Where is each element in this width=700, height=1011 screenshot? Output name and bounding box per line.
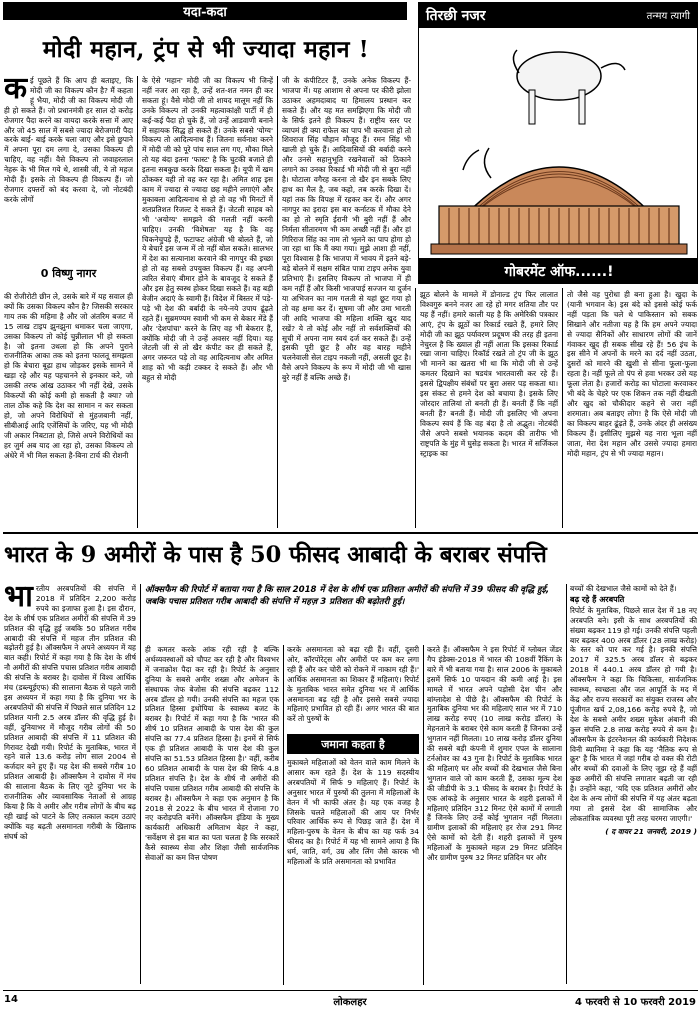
- cartoonist-name: तन्मय त्यागी: [646, 11, 690, 22]
- article2-column-4: [427, 645, 562, 985]
- box-title: जमाना कहता है: [321, 737, 385, 751]
- column-rule: [415, 288, 416, 528]
- article1-text-4: झूठ बोलने के मामले में डोनाल्ड ट्रंप फिर लालात विश्वगुरु बनने नजर आ रहे हो मगर शतिया तौर पर यह हैं नहीं। हमारे काली यह है कि अमेरिकी पत्रकार आएं, ट्रंप के झूठों का रिकार्ड रखते हैं, हमारे लिए मोदी जी का झूठ पर्यावरण प्रदूषण की तरह ही इतना नेचुरल है कि ख्याल ही नहीं आता कि इसका रिकार्ड रखा जाना चाहिए। रिकॉर्ड रखते तो ट्रंप जी के झूठ भी मानने का खतरा भी था कि मोदी जी से उन्हें कमतर दिखाने का षडयंत्र भारतवासी कर रहे हैं। इससे द्विपक्षीय संबंधों पर बुरा असर पड़ सकता था। इस संकट से हमने देश को बचाया है। इसके लिए जोरदार तालियां तो बनती ही हैं। बनती हैं कि नहीं बनती हैं? बनती हैं। मोदी जी इसलिए भी अपना विकल्प स्वयं हैं कि वह बंदा है तो अद्भुत। नोटबंदी जैसे अपने सबसे भयानक कदम की तारीफ भी राष्ट्रपति के मुंह में घुसेड़ सकता है। भारत में सर्जिकल स्ट्राइक का: [420, 290, 558, 458]
- article1-text-2: के ऐसे 'महान' मोदी जी का विकल्प भी जिन्हें नहीं नजर आ रहा है, उन्हें शत-शत नमन ही कर सकता हूं। वैसे मोदी जी तो शायद मालूम नहीं कि उनके विकल्प तो उनकी महत्वाकांक्षी पार्टी में ही कई-कई पैदा हो चुके हैं, जो उन्हें आडवाणी बनाने में सहायक सिद्ध हो सकते हैं। उनके सबसे 'योग्य' विकल्प तो आदित्यनाथ हैं। जितना सर्वनाश करने में मोदी जी को पूरे पांच साल लग गए, मौका मिले तो यह बंदा इतना 'फास्ट' है कि चुटकी बजाते ही इतना सबकुछ करके दिखा सकता है। यूपी में खम ठोंककर यही तो वह कर रहा है। अमित शाह इस काम में ज्यादा से ज्यादा छह महीने लगाएंगे और मुकाबला आदित्यनाथ से हो तो वह भी मिनटों में शतप्रतिशत रिजल्ट दे सकते हैं। जेटली साहब को भी 'अयोग्य' समझने की गलती नहीं करनी चाहिए। उनकी 'विशेषता' यह है कि वह चिकनेचुपड़े हैं, फटाफट अंग्रेजी भी बोलते हैं, जो ये बेचारे इस जन्म में तो नहीं बोल सकते। सालभर में देश का सत्यानाश करवाने की नागपुर की इच्छा हो तो वह सबसे उपयुक्त विकल्प हैं। वह अपनी त्वरित सेवाएं बीमार होने के बावजूद दे सकते हैं और इस हेतु स्वस्थ होकर दिखा सकते हैं। वह बड़ी बेजीन अदाएं के स्वामी हैं। विदेश में बिस्तर में पड़े-पड़े भी देश की बर्बादी के नये-नये उपाय ढूंढ़ते रहते हैं। सुब्रमण्यम स्वामी भी कम से बेकार मेंडे हैं और 'देशपांचा' करने के लिए वह भी बेकरार हैं, क्योंकि मोदी जी ने उन्हें अवसर नहीं दिया। यह जेटली जी से तो खैर कंपीट कर ही सकते हैं, अगर जरूरत पड़े तो वह आदित्यनाथ और अमित शाह को भी कड़ी टक्कर दे सकते हैं। और भी बहुत से मोदी: [142, 76, 273, 383]
- article-byline: 0 विष्णु नागर: [40, 266, 97, 280]
- article1-text-1a: ई पूछते हैं कि आप ही बताइए, कि मोदी जी का विकल्प कौन है? मैं कहता हूं भैया, मोदी जी का विकल्प मोदी जी ही हो सकते हैं। जो प्रधानमंत्री हर साल दो करोड़ रोजगार पैदा करने का वायदा करके सत्ता में आए और जो 45 साल में सबसे ज्यादा बेरोजगारी पैदा करके बाई- बाई करके चला जाए और इसे छुपाने में अपना पूरा दम लगा दे, उसका विकल्प ही चाहिए, वह नहीं। वैसे विकल्प तो जवाहरलाल नेहरू के भी मिल गये थे, शास्त्री जी, ये तो महज मोदी हैं। इसके तो विकल्प ही विकल्प हैं। जो रोजगार दफ्तरों को बंद करवा दे, जो नोटबंदी करके लोगों: [4, 76, 133, 204]
- column-rule: [562, 288, 563, 528]
- article2-text-4: करते हैं। ऑक्सफैम ने इस रिपोर्ट में ग्लोबल जेंडर गैप इंडेक्स-2018 में भारत की 108वीं रैंकिंग के बारे में भी बताया गया है। साल 2006 के मुकाबले इसमें सिर्फ 10 पायदान की कमी आई है। इस मामले में भारत अपने पड़ोसी देश चीन और बांग्लादेश से पीछे है। ऑक्सफैम की रिपोर्ट के मुताबिक दुनिया भर की महिलाएं साल भर में 710 लाख करोड़ रुपए (10 लाख करोड़ डॉलर) के मेहनताने के बराबर ऐसे काम करती हैं जिनका उन्हें भुगतान नहीं मिलता। 10 लाख करोड़ डॉलर दुनिया की सबसे बड़ी कंपनी में शुमार एपल के सालाना टर्नओवर का 43 गुना है। रिपोर्ट के मुताबिक भारत की महिलाएं घर और बच्चों की देखभाल जैसे बिना भुगतान वाले जो काम करती हैं, उसका मूल्य देश की जीडीपी के 3.1 फीसद के बराबर है। रिपोर्ट के एक आंकड़े के अनुसार भारत के शहरी इलाकों में महिलाएं प्रतिदिन 312 मिनट ऐसे कामों में लगाती हैं जिनके लिए उन्हें कोई भुगतान नहीं मिलता। ग्रामीण इलाकों की महिलाएं हर रोज 291 मिनट ऐसे कामों को देती हैं। शहरी इलाकों में पुरुष महिलाओं के मुकाबले महज 29 मिनट प्रतिदिन और ग्रामीण पुरुष 32 मिनट प्रतिदिन घर और: [427, 645, 562, 863]
- cartoon-caption-bar: [419, 258, 698, 284]
- article2-column-5: [570, 584, 697, 984]
- section-label: यदा-कदा: [183, 5, 227, 20]
- article-source: ( द वायर 21 जनवरी, 2019 ): [605, 826, 697, 836]
- article2-column-3a: [287, 645, 419, 733]
- article2-subhead: बढ़ रहे हैं अरबपति: [570, 594, 625, 604]
- article2-text-2: ही कमतर करके आंक रही रही है बल्कि अर्थव्यवस्थाओं को चौपट कर रही है और विश्वभर में जनाक्रोश पैदा कर रही है। रिपोर्ट के अनुसार दुनिया के सबसे अमीर शख्स और अमेजन के संस्थापक जेफ बेजोस की संपत्ति बढ़कर 112 अरब डॉलर हो गयी। उनकी संपत्ति का महज एक प्रतिशत हिस्सा इथोपिया के स्वास्थ्य बजट के बराबर है। रिपोर्ट में कहा गया है कि 'भारत की शीर्ष 10 प्रतिशत आबादी के पास देश की कुल संपत्ति का 77.4 प्रतिशत हिस्सा है। इनमें से सिर्फ एक ही प्रतिशत आबादी के पास देश की कुल संपत्ति का 51.53 प्रतिशत हिस्सा है।' वहीं, करीब 60 प्रतिशत आबादी के पास देश की सिर्फ 4.8 प्रतिशत संपत्ति है। देश के शीर्ष नौ अमीरों की संपत्ति पचास प्रतिशत गरीब आबादी की संपत्ति के बराबर है। ऑक्सफैम ने कहा एक अनुमान है कि 2018 से 2022 के बीच भारत में रोजाना 70 नए करोड़पति बनेंगे। ऑक्सफैम इंडिया के मुख्य कार्यकारी अधिकारी अमिताभ बेहर ने कहा, 'सर्वेक्षण से इस बात का पता चलता है कि सरकारें कैसे स्वास्थ्य सेवा और शिक्षा जैसी सार्वजनिक सेवाओं का कम वित्त पोषण: [145, 645, 279, 863]
- article-headline-modi: मोदी महान, ट्रंप से भी ज्यादा महान !: [42, 36, 370, 63]
- dropcap: क: [4, 76, 28, 106]
- column-rule: [566, 584, 567, 984]
- article2-text-5b: रिपोर्ट के मुताबिक, पिछले साल देश में 18 नए अरबपति बने। इसी के साथ अरबपतियों की संख्या बढ़कर 119 हो गई। उनकी संपत्ति पहली बार बढ़कर 400 अरब डॉलर (28 लाख करोड़) के स्तर को पार कर गई है। इनकी संपत्ति 2017 में 325.5 अरब डॉलर से बढ़कर 2018 में 440.1 अरब डॉलर हो गयी है। ऑक्सफैम ने कहा कि चिकित्सा, सार्वजनिक स्वास्थ्य, स्वच्छता और जल आपूर्ति के मद में केंद्र और राज्य सरकारों का संयुक्त राजस्व और पूंजीगत खर्च 2,08,166 करोड़ रुपये है, जो देश के सबसे अमीर शख्स मुकेश अंबानी की कुल संपत्ति 2.8 लाख करोड़ रुपये से कम है। ऑक्सफैम के इंटरनेशनल की कार्यकारी निदेशक विनी ब्यानिमा ने कहा कि यह 'नैतिक रूप से क्रूर' है कि भारत में जहां गरीब दो वक्त की रोटी और बच्चों की दवाओं के लिए जूझ रहे हैं वहीं कुछ अमीरों की संपत्ति लगातार बढ़ती जा रही है। उन्होंने कहा, 'यदि एक प्रतिशत अमीरों और देश के अन्य लोगों की संपत्ति में यह अंतर बढ़ता गया तो इससे देश की सामाजिक और लोकतांत्रिक व्यवस्था पूरी तरह चरमरा जाएगी।': [570, 605, 697, 823]
- article1-column-1a: [4, 76, 133, 256]
- cartoon-image: [419, 28, 698, 284]
- article2-column-3b: [287, 758, 419, 984]
- article1-text-3: जी के कंपीटिटर हैं, उनके अनेक विकल्प हैं- भाजपा में। यह आशाम से अपना पर कीरी झोला उठाकर अहमदाबाद या हिमालय प्रस्थान कर सकते हैं। और यह मत समझिएगा कि मोदी जी के सिर्फ इतने ही विकल्प हैं। राष्ट्रीय स्तर पर व्यापमं ही क्या राफेल का पाप भी करवाना हो तो शिवराज सिंह चौहान मौजूद हैं। रमन सिंह भी खाली हो चुके हैं। आदिवासियों की बर्बादी करने और उनसे सहानुभूति रखनेवालों को ठिकाने लगाने का उनका रिकार्ड भी मोदी जी से बुरा नहीं है। घोटाला वगैरह करना तो खैर इन सबके लिए हाथ का मैल है, जब कहो, तब करके दिखा दें। यहां तक कि विपक्ष में रहकर कर दें। और अगर नागपुर का इरादा इस बार कर्नाटक में मौका देने का हो तो स्मृति ईरानी भी बुरी नहीं हैं और निर्मला सीतारमण भी कम अच्छी नहीं हैं। और हां गिरिराज सिंह का नाम तो भूलने का पाप होगा हो जा रहा था कि मैं क्या गया। मुझे आशा ही नहीं, पूरा विश्वास है कि भाजपा में भावय में इतने बड़े-बड़े बोलने में सक्षम संबित पात्रा टाइप अनेक युवा प्रतिभाएं हैं। इसलिए विकल्प तो भाजपा में ही कम नहीं हैं और किसी भाजपाई सज्जन या दुर्जन या अभिजन का नाम गलती से यहां छूट गया हो तो वह क्षमा कर दें। सुषमा जी और उमा भारती जी आदि भाजपा की महिला शक्ति खुद याद रखें? ये तो कोई और नहीं तो सर्वशक्तियों की सूची में अपना नाम स्वयं दर्ज कर सकते हैं। उन्हें इसकी पूरी छूट है और वह बारह महीने चलनेवाली सेल टाइप नकली नहीं, असली छूट है। वैसे अपने विकल्प के रूप में मोदी जी भी खास बुरे नहीं हैं बल्कि अच्छे हैं।: [282, 76, 411, 383]
- page-number: 14: [4, 994, 18, 1005]
- cartoon-caption: गोबरमेंट ऑफ......!: [504, 263, 614, 280]
- box-title-bar: [287, 734, 419, 754]
- article1-text-5: तो जैसे वह पुरोधा ही बना हुआ है। खुदा के (यानी भगवान के) इस बंदे को इससे कोई फर्क नहीं पड़ता कि चले थे पाकिस्तान को सबक सिखाने और नतीजा यह है कि हम अपने ज्यादा से ज्यादा सैनिकों और साधारण लोगों की जानें गंवाकर खुद ही सबक सीख रहे हैं! 56 इंच के इस सीने में अपनों के मरने का दर्द नहीं उठता, दुसरों को मारने की खुशी से सीना फूला-फूला रहता है। नहीं फूले तो पंप से हवा भरकर उसे यह फूला लेता है। हजारों करोड़ का घोटाला करवाकर भी बंदे के चेहरे पर एक शिकन तक नहीं दीखती और खुद को चौकीदार कहने से जरा नहीं शरमाता। अब बताइए लोग! है कि ऐसे मोदी जी का विकल्प बाहर ढूंढ़ते हैं, उनके अंदर ही असंख्य विकल्प हैं। इसीलिए मुझसे यह नारा भूला नहीं जाता, मेरा देश महान और उससे ज्यादा हमारा मोदी महान, ट्रंप से भी ज्यादा महान।: [567, 290, 697, 458]
- column-rule: [137, 76, 138, 528]
- issue-date-range: 4 फरवरी से 10 फरवरी 2019: [575, 997, 696, 1008]
- dropcap: भा: [4, 584, 33, 614]
- column-rule: [140, 584, 141, 984]
- article1-text-1b: की रोजीरोटी छीन ले, उसके बारे में यह सवाल ही क्यों कि उसका विकल्प कौन है? जिसकी सरकार गाय तक की महिमा है और जो अंतरिम बजट में 15 लाख टाइप झुनझुना थमाकर चला जाएगा, उसका विकल्प तो कोई चुन्नीलाल भी हो सकता है। जो इतना उथला हो कि अपने पुराने राजनीतिक आका तक को इतना फालतू समझता हो कि बेचारा बूढ़ा हाथ जोड़कर इसके सामने में खड़ा रहे और यह पहचानने से इनकार करे, जो उसकी तरफ आंख उठाकर भी नहीं देखे, उसके विकल्पों की कोई कमी हो सकती है क्या? जो ताल ठोंक कहे कि देश का सामान न कर सकता हो, जो अपने विरोधियों से मुंहजबानी नहीं, सीबीआई आदि एजेंसियों के जरिए, यह भी मोदी जी अकार निबटाता हो, जिसे अपने विरोधियों का हर जुर्म अब याद आ रहा हो, उसका विकल्प तो अंधेरे में भी मिल सकता है-बिना टार्च की रोशनी: [4, 292, 133, 460]
- article1-column-4: [420, 290, 558, 528]
- article1-column-1b: [4, 292, 133, 528]
- article1-column-3: [282, 76, 411, 528]
- byline-box: [4, 258, 133, 288]
- cartoon-section-label: तिरछी नजर: [426, 7, 486, 24]
- article2-text-3b: मुकाबले महिलाओं को वेतन वाले काम मिलने के आसार कम रहते हैं। देश के 119 सदस्यीय अरबपतियों में सिर्फ 9 महिलाएं हैं। रिपोर्ट के अनुसार भारत में पुरुषों की तुलना में महिलाओं के वेतन में भी काफी अंतर है। यह एक वजह है जिसके चलते महिलाओं की आय पर निर्भर परिवार आर्थिक रूप से पिछड़ जाते हैं। देश में महिला-पुरुष के वेतन के बीच का यह फर्क 34 फीसद का है। रिपोर्ट में यह भी सामने आया है कि धर्म, जाति, वर्ग, उम्र और लिंग जैसे कारक भी महिलाओं के प्रति असमानता को प्रभावित: [287, 758, 419, 867]
- article2-column-1: [4, 584, 136, 984]
- article1-column-5: [567, 290, 697, 528]
- article2-text-3a: करके असमानता को बढ़ा रही हैं। वहीं, दूसरी ओर, कॉरपोरेट्स और अमीरों पर कम कर लगा रही हैं और कर चोरी को रोकने में नाकाम रही हैं।' आर्थिक असमानता का शिकार हैं महिलाएं। रिपोर्ट के मुताबिक भारत समेत दुनिया भर में आर्थिक असमानता बढ़ रही है और इससे सबसे ज्यादा महिलाएं प्रभावित हो रही हैं। अगर भारत की बात करें तो पुरुषों के: [287, 645, 419, 724]
- section-divider: [3, 532, 698, 534]
- publication-name: लोकलहर: [333, 997, 367, 1008]
- article2-text-1: रतीय अरबपतियों की संपत्ति में 2018 में प्रतिदिन 2,200 करोड़ रुपये का इजाफा हुआ है। इस दौरान, देश के शीर्ष एक प्रतिशत अमीरों की संपत्ति में 39 प्रतिशत की वृद्धि हुई जबकि 50 प्रतिशत गरीब आबादी की संपत्ति में महज तीन प्रतिशत की बढ़ोतरी हुई है। ऑक्सफैम ने अपने अध्ययन में यह बात कही। रिपोर्ट में कहा गया है कि देश के शीर्ष नौ अमीरों की संपत्ति पचास प्रतिशत गरीब आबादी की संपत्ति के बराबर है। दावोस में विश्व आर्थिक मंच (डब्ल्यूईएफ) की सालाना बैठक से पहले जारी इस अध्ययन में कहा गया है कि दुनिया भर के अरबपतियों की संपत्ति में पिछले साल प्रतिदिन 12 प्रतिशत यानी 2.5 अरब डॉलर की वृद्धि हुई है। वहीं, दुनियाभर में मौजूद गरीब लोगों की 50 प्रतिशत आबादी की संपत्ति में 11 प्रतिशत की गिरावट देखी गयी। रिपोर्ट के मुताबिक, भारत में रहने वाले 13.6 करोड़ लोग साल 2004 से कर्जदार बने हुए हैं। यह देश की सबसे गरीब 10 प्रतिशत आबादी है। ऑक्सफैम ने दावोस में मंच की सालाना बैठक के लिए जुटे दुनिया भर के राजनीतिक और व्यावसायिक नेताओं से आग्रह किया है कि वे अमीर और गरीब लोगों के बीच बढ़ रही खाई को पाटने के लिए तत्काल कदम उठाएं क्योंकि यह बढ़ती असमानता गरीबी के खिलाफ संघर्ष को: [4, 584, 136, 841]
- article2-text-5a: बच्चों की देखभाल जैसे कामों को देते हैं।: [570, 584, 677, 593]
- article2-intro: ऑक्सफैम की रिपोर्ट में बताया गया है कि साल 2018 में देश के शीर्ष एक प्रतिशत अमीरों की संपत्ति में 39 फीसद की वृद्धि हुई, जबकि पचास प्रतिशत गरीब आबादी की संपत्ति में महज़ 3 प्रतिशत की बढ़ोतरी हुई।: [145, 585, 550, 607]
- article1-column-2: [142, 76, 273, 528]
- article-headline-oxfam: भारत के 9 अमीरों के पास है 50 फीसद आबादी के बराबर संपत्ति: [4, 542, 547, 568]
- footer-rule: [3, 990, 698, 991]
- article2-column-2: [145, 645, 279, 985]
- column-rule: [283, 645, 284, 985]
- column-rule: [277, 76, 278, 528]
- section-banner-yada-kada: [3, 2, 407, 20]
- cartoon-panel: [418, 28, 698, 284]
- section-banner-tirchhi-nazar: [418, 2, 698, 28]
- column-rule: [423, 645, 424, 985]
